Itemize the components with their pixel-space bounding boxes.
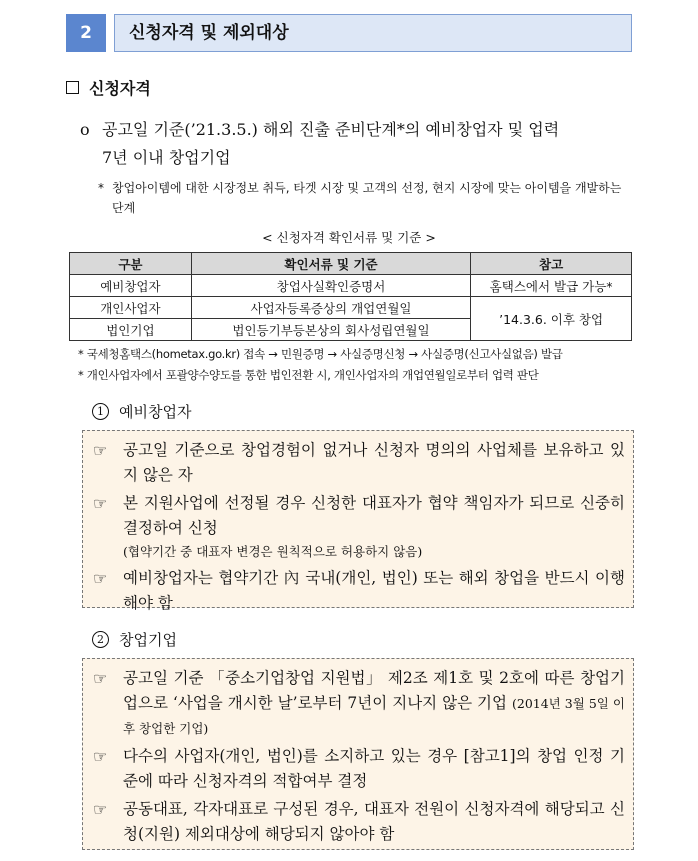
list-item-subnote: (2014년 3월 5일 이후 창업한 기업): [123, 696, 625, 736]
pointing-hand-icon: ☞: [93, 747, 108, 766]
table-cell: 홈택스에서 발급 가능*: [471, 275, 632, 297]
list-item-subnote: (협약기간 중 대표자 변경은 원칙적으로 허용하지 않음): [123, 544, 423, 559]
list-item-text: 본 지원사업에 선정될 경우 신청한 대표자가 협약 책임자가 되므로 신중히 결정하여 신청: [123, 494, 625, 537]
list-item-text: 공고일 기준 「중소기업창업 지원법」 제2조 제1호 및 2호에 따른 창업기업으로 ‘사업을 개시한 날’로부터 7년이 지나지 않은 기업: [123, 669, 625, 712]
table-cell: 창업사실확인증명서: [191, 275, 470, 297]
pre-startup-heading: [92, 401, 191, 422]
list-item: [93, 566, 625, 616]
eligibility-bullet: [80, 116, 636, 172]
table-cell: 법인등기부등본상의 회사성립연월일: [191, 319, 470, 341]
prep-stage-note: [98, 178, 636, 218]
table-cell-merged: ’14.3.6. 이후 창업: [471, 297, 632, 341]
circled-number-icon: 1: [92, 403, 109, 420]
table-row: [70, 275, 632, 297]
table-header-cell: 확인서류 및 기준: [191, 253, 470, 275]
list-item-text: 공고일 기준으로 창업경험이 없거나 신청자 명의의 사업체를 보유하고 있지 않은 자: [123, 441, 625, 484]
table-caption: < 신청자격 확인서류 및 기준 >: [262, 230, 436, 245]
pointing-hand-icon: ☞: [93, 800, 108, 819]
list-item: [93, 666, 625, 741]
list-item: [93, 744, 625, 794]
table-cell: 사업자등록증상의 개업연월일: [191, 297, 470, 319]
pointing-hand-icon: ☞: [93, 669, 108, 688]
startup-title: 창업기업: [119, 631, 177, 649]
square-bullet-icon: [66, 81, 79, 94]
prep-stage-note-text: 창업아이템에 대한 시장정보 취득, 타겟 시장 및 고객의 선정, 현지 시장에 맞는 아이템을 개발하는 단계: [112, 181, 622, 215]
pre-startup-box: [82, 430, 634, 612]
section-title: 신청자격 및 제외대상: [129, 23, 289, 43]
startup-heading: [92, 629, 177, 650]
section-header: [66, 14, 632, 52]
table-header-cell: 참고: [471, 253, 632, 275]
eligibility-line-1: 공고일 기준(’21.3.5.) 해외 진출 준비단계*의 예비창업자 및 업력: [102, 120, 560, 139]
table-header-row: [70, 253, 632, 275]
table-notes: [78, 344, 658, 386]
table-header-cell: 구분: [70, 253, 192, 275]
pre-startup-title: 예비창업자: [119, 403, 192, 421]
circle-bullet-icon: ο: [80, 120, 90, 139]
table-cell: 법인기업: [70, 319, 192, 341]
list-item: [93, 797, 625, 847]
list-item-text: 공동대표, 각자대표로 구성된 경우, 대표자 전원이 신청자격에 해당되고 신청(지원) 제외대상에 해당되지 않아야 함: [123, 800, 625, 843]
subheading: [66, 76, 151, 99]
eligibility-table: [69, 252, 632, 341]
pointing-hand-icon: ☞: [93, 441, 108, 460]
list-item: [93, 491, 625, 563]
startup-box: [82, 658, 634, 850]
list-item-text: 예비창업자는 협약기간 內 국내(개인, 법인) 또는 해외 창업을 반드시 이행해야 함: [123, 569, 625, 612]
table-note: * 국세청홈택스(hometax.go.kr) 접속 → 민원증명 → 사실증명신청 → 사실증명(신고사실없음) 발급: [78, 347, 563, 361]
table-note: * 개인사업자에서 포괄양수양도를 통한 법인전환 시, 개인사업자의 개업연월일로부터 업력 판단: [78, 368, 539, 382]
pointing-hand-icon: ☞: [93, 494, 108, 513]
list-item: [93, 438, 625, 488]
list-item-text: 다수의 사업자(개인, 법인)를 소지하고 있는 경우 [참고1]의 창업 인정 기준에 따라 신청자격의 적합여부 결정: [123, 747, 625, 790]
eligibility-line-2: 7년 이내 창업기업: [102, 148, 231, 167]
table-row: [70, 297, 632, 319]
table-cell: 개인사업자: [70, 297, 192, 319]
subheading-text: 신청자격: [89, 79, 151, 98]
table-cell: 예비창업자: [70, 275, 192, 297]
pointing-hand-icon: ☞: [93, 569, 108, 588]
section-title-box: [114, 14, 632, 52]
section-number: 2: [66, 14, 106, 52]
circled-number-icon: 2: [92, 631, 109, 648]
asterisk-mark: *: [98, 181, 104, 195]
